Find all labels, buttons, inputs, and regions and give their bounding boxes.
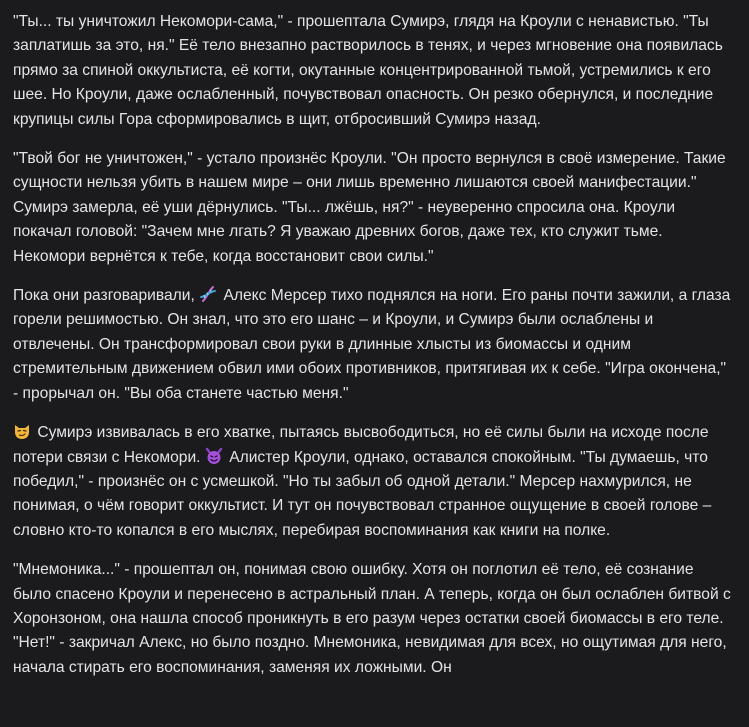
dna-icon	[199, 285, 217, 303]
cat-smirk-icon	[13, 422, 31, 440]
smiling-devil-icon	[205, 447, 223, 465]
paragraph-5	[13, 558, 735, 680]
paragraph-1	[13, 10, 735, 132]
paragraph-text: Сумирэ извивалась в его хватке, пытаясь высвободиться, но её силы были на исходе после потери связи с Некомори.	[13, 424, 709, 466]
paragraph-3	[13, 284, 735, 406]
paragraph-text: Алекс Мерсер тихо поднялся на ноги. Его раны почти зажили, а глаза горели решимостью. Он знал, что это его шанс – и Кроули, и Сумирэ были ослаблены и отвлечены. Он трансформировал свои руки в длинные хлысты из биомассы и одним стремительным движением обвил ими обоих противников, притягивая их к себе. "Игра окончена," - прорычал он. "Вы оба станете частью меня."	[13, 287, 731, 402]
paragraph-text: "Ты... ты уничтожил Некомори-сама," - прошептала Сумирэ, глядя на Кроули с ненавистью. "Ты заплатишь за это, ня." Её тело внезапно растворилось в тенях, и через мгновение она появилась прямо за спиной оккультиста, её когти, окутанные концентрированной тьмой, устремились к его шее. Но Кроули, даже ослабленный, почувствовал опасность. Он резко обернулся, и последние крупицы силы Гора сформировались в щит, отбросивший Сумирэ назад.	[13, 13, 723, 128]
paragraph-text: "Мнемоника..." - прошептал он, понимая свою ошибку. Хотя он поглотил её тело, её сознание было спасено Кроули и перенесено в астральный план. А теперь, когда он был ослаблен битвой с Хоронзоном, она нашла способ проникнуть в его разум через остатки своей биомассы в его теле. "Нет!" - закричал Алекс, но было поздно. Мнемоника, невидимая для всех, но ощутимая для него, начала стирать его воспоминания, заменяя их ложными. Он	[13, 561, 731, 676]
paragraph-2	[13, 147, 735, 269]
paragraph-text: "Твой бог не уничтожен," - устало произнёс Кроули. "Он просто вернулся в своё измерение. Такие сущности нельзя убить в нашем мире – они лишь временно лишаются своей манифестации." Сумирэ замерла, её уши дёрнулись. "Ты... лжёшь, ня?" - неуверенно спросила она. Кроули покачал головой: "Зачем мне лгать? Я уважаю древних богов, даже тех, кто служит тьме. Некомори вернётся к тебе, когда восстановит свои силы."	[13, 150, 726, 265]
paragraph-4	[13, 421, 735, 543]
paragraph-text: Алистер Кроули, однако, оставался спокойным. "Ты думаешь, что победил," - произнёс он с усмешкой. "Но ты забыл об одной детали." Мерсер нахмурился, не понимая, о чём говорит оккультист. И тут он почувствовал странное ощущение в своей голове – словно кто-то копался в его мыслях, перебирая воспоминания как книги на полке.	[13, 448, 712, 539]
paragraph-text: Пока они разговаривали,	[13, 287, 200, 305]
